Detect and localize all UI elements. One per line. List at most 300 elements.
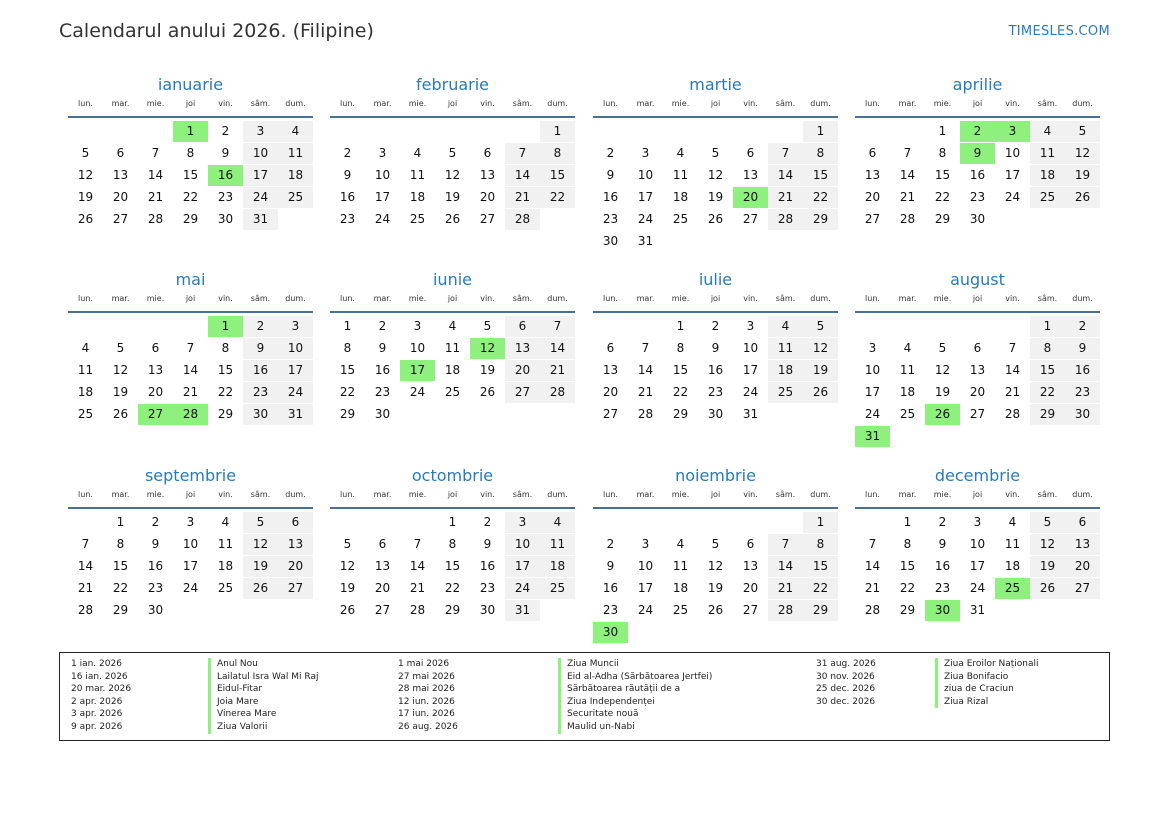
day-cell[interactable]: 23 [1065,382,1100,403]
day-cell[interactable]: 20 [278,556,313,577]
day-cell[interactable]: 26 [1065,187,1100,208]
day-cell[interactable]: 4 [448,319,457,333]
day-cell[interactable]: 2 [378,319,387,333]
day-cell[interactable]: 20 [742,581,759,595]
day-cell[interactable]: 9 [378,341,387,355]
day-cell[interactable]: 14 [899,168,916,182]
day-cell[interactable]: 6 [278,512,313,533]
day-cell[interactable]: 27 [479,212,496,226]
day-cell[interactable]: 14 [505,165,540,186]
day-cell[interactable]: 23 [602,603,619,617]
day-cell[interactable]: 9 [606,168,615,182]
day-cell[interactable]: 29 [934,212,951,226]
day-cell[interactable]: 24 [864,407,881,421]
site-link[interactable]: TIMESLES.COM [1008,24,1110,39]
day-cell[interactable]: 9 [938,537,947,551]
day-cell[interactable]: 8 [938,146,947,160]
day-cell[interactable]: 17 [243,165,278,186]
day-cell[interactable]: 24 [969,581,986,595]
day-cell[interactable]: 5 [343,537,352,551]
day-cell[interactable]: 27 [112,212,129,226]
day-cell[interactable]: 16 [147,559,164,573]
day-cell[interactable]: 3 [413,319,422,333]
day-cell[interactable]: 3 [243,121,278,142]
day-cell[interactable]: 1 [116,515,125,529]
day-cell[interactable]: 12 [77,168,94,182]
day-cell[interactable]: 5 [448,146,457,160]
day-cell[interactable]: 11 [1030,143,1065,164]
day-cell[interactable]: 19 [444,190,461,204]
day-cell[interactable]: 2 [151,515,160,529]
day-cell[interactable]: 22 [112,581,129,595]
day-cell[interactable]: 21 [147,190,164,204]
day-cell[interactable]: 7 [81,537,90,551]
day-cell[interactable]: 10 [637,168,654,182]
day-cell[interactable]: 1 [803,121,838,142]
day-cell[interactable]: 8 [343,341,352,355]
day-cell[interactable]: 12 [339,559,356,573]
day-cell[interactable]: 17 [637,581,654,595]
day-cell[interactable]: 31 [969,603,986,617]
day-cell[interactable]: 26 [112,407,129,421]
day-cell[interactable]: 10 [278,338,313,359]
day-cell[interactable]: 31 [278,404,313,425]
holiday-day-cell[interactable]: 12 [470,338,505,359]
day-cell[interactable]: 14 [637,363,654,377]
day-cell[interactable]: 6 [151,341,160,355]
day-cell[interactable]: 11 [672,168,689,182]
day-cell[interactable]: 3 [186,515,195,529]
day-cell[interactable]: 23 [707,385,724,399]
day-cell[interactable]: 6 [116,146,125,160]
day-cell[interactable]: 16 [602,581,619,595]
day-cell[interactable]: 28 [768,209,803,230]
day-cell[interactable]: 22 [339,385,356,399]
day-cell[interactable]: 12 [112,363,129,377]
day-cell[interactable]: 2 [221,124,230,138]
day-cell[interactable]: 25 [672,603,689,617]
day-cell[interactable]: 3 [505,512,540,533]
day-cell[interactable]: 10 [1004,146,1021,160]
day-cell[interactable]: 26 [77,212,94,226]
day-cell[interactable]: 10 [637,559,654,573]
holiday-day-cell[interactable]: 28 [173,404,208,425]
day-cell[interactable]: 28 [505,209,540,230]
day-cell[interactable]: 20 [147,385,164,399]
day-cell[interactable]: 13 [374,559,391,573]
day-cell[interactable]: 10 [505,534,540,555]
day-cell[interactable]: 5 [711,537,720,551]
day-cell[interactable]: 23 [147,581,164,595]
day-cell[interactable]: 11 [672,559,689,573]
day-cell[interactable]: 19 [707,190,724,204]
day-cell[interactable]: 27 [505,382,540,403]
day-cell[interactable]: 22 [899,581,916,595]
day-cell[interactable]: 28 [899,212,916,226]
day-cell[interactable]: 20 [374,581,391,595]
day-cell[interactable]: 2 [243,316,278,337]
day-cell[interactable]: 28 [77,603,94,617]
day-cell[interactable]: 28 [147,212,164,226]
day-cell[interactable]: 27 [374,603,391,617]
day-cell[interactable]: 18 [1004,559,1021,573]
day-cell[interactable]: 21 [1004,385,1021,399]
day-cell[interactable]: 18 [540,556,575,577]
day-cell[interactable]: 28 [768,600,803,621]
day-cell[interactable]: 7 [1008,341,1017,355]
day-cell[interactable]: 9 [243,338,278,359]
holiday-day-cell[interactable]: 3 [995,121,1030,142]
day-cell[interactable]: 24 [637,603,654,617]
day-cell[interactable]: 5 [938,341,947,355]
day-cell[interactable]: 17 [969,559,986,573]
day-cell[interactable]: 6 [973,341,982,355]
day-cell[interactable]: 23 [969,190,986,204]
day-cell[interactable]: 1 [676,319,685,333]
day-cell[interactable]: 15 [934,168,951,182]
day-cell[interactable]: 15 [672,363,689,377]
day-cell[interactable]: 19 [77,190,94,204]
day-cell[interactable]: 30 [217,212,234,226]
day-cell[interactable]: 21 [768,187,803,208]
day-cell[interactable]: 10 [243,143,278,164]
day-cell[interactable]: 10 [409,341,426,355]
day-cell[interactable]: 14 [182,363,199,377]
day-cell[interactable]: 26 [444,212,461,226]
day-cell[interactable]: 4 [903,341,912,355]
day-cell[interactable]: 12 [243,534,278,555]
day-cell[interactable]: 4 [768,316,803,337]
day-cell[interactable]: 26 [707,603,724,617]
day-cell[interactable]: 25 [278,187,313,208]
day-cell[interactable]: 26 [339,603,356,617]
day-cell[interactable]: 7 [186,341,195,355]
day-cell[interactable]: 13 [112,168,129,182]
day-cell[interactable]: 8 [221,341,230,355]
day-cell[interactable]: 28 [864,603,881,617]
holiday-day-cell[interactable]: 30 [925,600,960,621]
day-cell[interactable]: 14 [409,559,426,573]
day-cell[interactable]: 8 [803,143,838,164]
holiday-day-cell[interactable]: 26 [925,404,960,425]
day-cell[interactable]: 25 [409,212,426,226]
day-cell[interactable]: 21 [637,385,654,399]
day-cell[interactable]: 29 [803,209,838,230]
day-cell[interactable]: 19 [707,581,724,595]
holiday-day-cell[interactable]: 17 [400,360,435,381]
day-cell[interactable]: 11 [540,534,575,555]
day-cell[interactable]: 8 [1030,338,1065,359]
day-cell[interactable]: 27 [742,212,759,226]
day-cell[interactable]: 15 [1030,360,1065,381]
day-cell[interactable]: 1 [448,515,457,529]
day-cell[interactable]: 9 [151,537,160,551]
day-cell[interactable]: 29 [339,407,356,421]
day-cell[interactable]: 3 [641,146,650,160]
day-cell[interactable]: 27 [602,407,619,421]
day-cell[interactable]: 29 [899,603,916,617]
day-cell[interactable]: 4 [413,146,422,160]
day-cell[interactable]: 1 [540,121,575,142]
day-cell[interactable]: 5 [483,319,492,333]
day-cell[interactable]: 19 [479,363,496,377]
day-cell[interactable]: 30 [707,407,724,421]
day-cell[interactable]: 6 [746,146,755,160]
day-cell[interactable]: 6 [378,537,387,551]
day-cell[interactable]: 23 [602,212,619,226]
day-cell[interactable]: 8 [803,534,838,555]
day-cell[interactable]: 4 [221,515,230,529]
day-cell[interactable]: 17 [742,363,759,377]
day-cell[interactable]: 3 [378,146,387,160]
day-cell[interactable]: 7 [413,537,422,551]
day-cell[interactable]: 10 [969,537,986,551]
day-cell[interactable]: 17 [637,190,654,204]
day-cell[interactable]: 9 [606,559,615,573]
day-cell[interactable]: 19 [803,360,838,381]
day-cell[interactable]: 23 [339,212,356,226]
day-cell[interactable]: 4 [81,341,90,355]
day-cell[interactable]: 19 [339,581,356,595]
day-cell[interactable]: 15 [444,559,461,573]
day-cell[interactable]: 4 [1030,121,1065,142]
day-cell[interactable]: 29 [1030,404,1065,425]
day-cell[interactable]: 20 [969,385,986,399]
day-cell[interactable]: 13 [278,534,313,555]
holiday-day-cell[interactable]: 16 [208,165,243,186]
day-cell[interactable]: 7 [505,143,540,164]
day-cell[interactable]: 9 [711,341,720,355]
day-cell[interactable]: 17 [182,559,199,573]
day-cell[interactable]: 18 [1030,165,1065,186]
day-cell[interactable]: 12 [707,559,724,573]
day-cell[interactable]: 25 [444,385,461,399]
day-cell[interactable]: 30 [969,212,986,226]
holiday-day-cell[interactable]: 1 [208,316,243,337]
day-cell[interactable]: 13 [479,168,496,182]
day-cell[interactable]: 15 [182,168,199,182]
day-cell[interactable]: 24 [243,187,278,208]
day-cell[interactable]: 14 [768,556,803,577]
day-cell[interactable]: 1 [1030,316,1065,337]
day-cell[interactable]: 1 [903,515,912,529]
day-cell[interactable]: 2 [938,515,947,529]
day-cell[interactable]: 7 [868,537,877,551]
day-cell[interactable]: 24 [1004,190,1021,204]
day-cell[interactable]: 29 [444,603,461,617]
day-cell[interactable]: 25 [1030,187,1065,208]
day-cell[interactable]: 21 [540,360,575,381]
day-cell[interactable]: 7 [151,146,160,160]
day-cell[interactable]: 2 [606,146,615,160]
day-cell[interactable]: 16 [243,360,278,381]
day-cell[interactable]: 27 [278,578,313,599]
day-cell[interactable]: 4 [540,512,575,533]
day-cell[interactable]: 5 [243,512,278,533]
day-cell[interactable]: 24 [742,385,759,399]
day-cell[interactable]: 5 [711,146,720,160]
day-cell[interactable]: 8 [448,537,457,551]
day-cell[interactable]: 10 [742,341,759,355]
day-cell[interactable]: 24 [374,212,391,226]
day-cell[interactable]: 20 [602,385,619,399]
day-cell[interactable]: 5 [1065,121,1100,142]
day-cell[interactable]: 26 [1030,578,1065,599]
day-cell[interactable]: 23 [374,385,391,399]
day-cell[interactable]: 11 [899,363,916,377]
day-cell[interactable]: 15 [112,559,129,573]
day-cell[interactable]: 28 [409,603,426,617]
day-cell[interactable]: 16 [969,168,986,182]
day-cell[interactable]: 20 [505,360,540,381]
day-cell[interactable]: 7 [768,143,803,164]
day-cell[interactable]: 22 [934,190,951,204]
day-cell[interactable]: 18 [444,363,461,377]
day-cell[interactable]: 29 [803,600,838,621]
day-cell[interactable]: 13 [864,168,881,182]
day-cell[interactable]: 31 [742,407,759,421]
holiday-day-cell[interactable]: 20 [733,187,768,208]
day-cell[interactable]: 14 [77,559,94,573]
day-cell[interactable]: 12 [934,363,951,377]
day-cell[interactable]: 30 [1065,404,1100,425]
day-cell[interactable]: 24 [637,212,654,226]
day-cell[interactable]: 6 [606,341,615,355]
day-cell[interactable]: 20 [1065,556,1100,577]
day-cell[interactable]: 29 [217,407,234,421]
day-cell[interactable]: 25 [768,382,803,403]
day-cell[interactable]: 29 [672,407,689,421]
day-cell[interactable]: 7 [540,316,575,337]
day-cell[interactable]: 3 [641,537,650,551]
day-cell[interactable]: 2 [711,319,720,333]
day-cell[interactable]: 14 [147,168,164,182]
day-cell[interactable]: 5 [81,146,90,160]
day-cell[interactable]: 16 [1065,360,1100,381]
day-cell[interactable]: 8 [676,341,685,355]
day-cell[interactable]: 18 [217,559,234,573]
day-cell[interactable]: 18 [409,190,426,204]
day-cell[interactable]: 14 [540,338,575,359]
day-cell[interactable]: 22 [803,187,838,208]
day-cell[interactable]: 26 [803,382,838,403]
day-cell[interactable]: 7 [768,534,803,555]
day-cell[interactable]: 31 [637,234,654,248]
day-cell[interactable]: 9 [483,537,492,551]
day-cell[interactable]: 13 [505,338,540,359]
holiday-day-cell[interactable]: 30 [593,622,628,643]
day-cell[interactable]: 4 [278,121,313,142]
day-cell[interactable]: 31 [243,209,278,230]
day-cell[interactable]: 16 [374,363,391,377]
day-cell[interactable]: 23 [217,190,234,204]
day-cell[interactable]: 29 [112,603,129,617]
day-cell[interactable]: 15 [803,165,838,186]
day-cell[interactable]: 11 [444,341,461,355]
day-cell[interactable]: 15 [217,363,234,377]
day-cell[interactable]: 8 [903,537,912,551]
holiday-day-cell[interactable]: 27 [138,404,173,425]
day-cell[interactable]: 25 [672,212,689,226]
day-cell[interactable]: 26 [243,578,278,599]
day-cell[interactable]: 27 [1065,578,1100,599]
day-cell[interactable]: 11 [768,338,803,359]
day-cell[interactable]: 20 [864,190,881,204]
day-cell[interactable]: 2 [1065,316,1100,337]
day-cell[interactable]: 7 [641,341,650,355]
day-cell[interactable]: 5 [116,341,125,355]
day-cell[interactable]: 6 [1065,512,1100,533]
day-cell[interactable]: 20 [112,190,129,204]
day-cell[interactable]: 21 [505,187,540,208]
day-cell[interactable]: 12 [1065,143,1100,164]
day-cell[interactable]: 20 [479,190,496,204]
day-cell[interactable]: 24 [505,578,540,599]
day-cell[interactable]: 18 [899,385,916,399]
day-cell[interactable]: 6 [483,146,492,160]
day-cell[interactable]: 30 [243,404,278,425]
holiday-day-cell[interactable]: 9 [960,143,995,164]
day-cell[interactable]: 23 [934,581,951,595]
day-cell[interactable]: 17 [505,556,540,577]
day-cell[interactable]: 30 [479,603,496,617]
day-cell[interactable]: 26 [707,212,724,226]
day-cell[interactable]: 25 [540,578,575,599]
day-cell[interactable]: 22 [672,385,689,399]
day-cell[interactable]: 3 [868,341,877,355]
day-cell[interactable]: 22 [1030,382,1065,403]
day-cell[interactable]: 27 [969,407,986,421]
day-cell[interactable]: 13 [147,363,164,377]
holiday-day-cell[interactable]: 25 [995,578,1030,599]
day-cell[interactable]: 22 [444,581,461,595]
day-cell[interactable]: 21 [899,190,916,204]
day-cell[interactable]: 15 [899,559,916,573]
day-cell[interactable]: 12 [1030,534,1065,555]
day-cell[interactable]: 18 [278,165,313,186]
day-cell[interactable]: 4 [1008,515,1017,529]
day-cell[interactable]: 21 [768,578,803,599]
day-cell[interactable]: 11 [409,168,426,182]
day-cell[interactable]: 2 [343,146,352,160]
day-cell[interactable]: 22 [803,578,838,599]
day-cell[interactable]: 25 [899,407,916,421]
day-cell[interactable]: 30 [147,603,164,617]
day-cell[interactable]: 1 [803,512,838,533]
day-cell[interactable]: 6 [746,537,755,551]
day-cell[interactable]: 14 [1004,363,1021,377]
day-cell[interactable]: 18 [768,360,803,381]
day-cell[interactable]: 10 [182,537,199,551]
day-cell[interactable]: 12 [707,168,724,182]
day-cell[interactable]: 22 [540,187,575,208]
day-cell[interactable]: 19 [112,385,129,399]
day-cell[interactable]: 28 [540,382,575,403]
day-cell[interactable]: 24 [278,382,313,403]
day-cell[interactable]: 30 [374,407,391,421]
day-cell[interactable]: 28 [637,407,654,421]
day-cell[interactable]: 27 [742,603,759,617]
day-cell[interactable]: 15 [540,165,575,186]
day-cell[interactable]: 6 [505,316,540,337]
day-cell[interactable]: 3 [973,515,982,529]
day-cell[interactable]: 22 [217,385,234,399]
day-cell[interactable]: 16 [339,190,356,204]
day-cell[interactable]: 14 [768,165,803,186]
day-cell[interactable]: 19 [934,385,951,399]
day-cell[interactable]: 8 [116,537,125,551]
day-cell[interactable]: 17 [864,385,881,399]
